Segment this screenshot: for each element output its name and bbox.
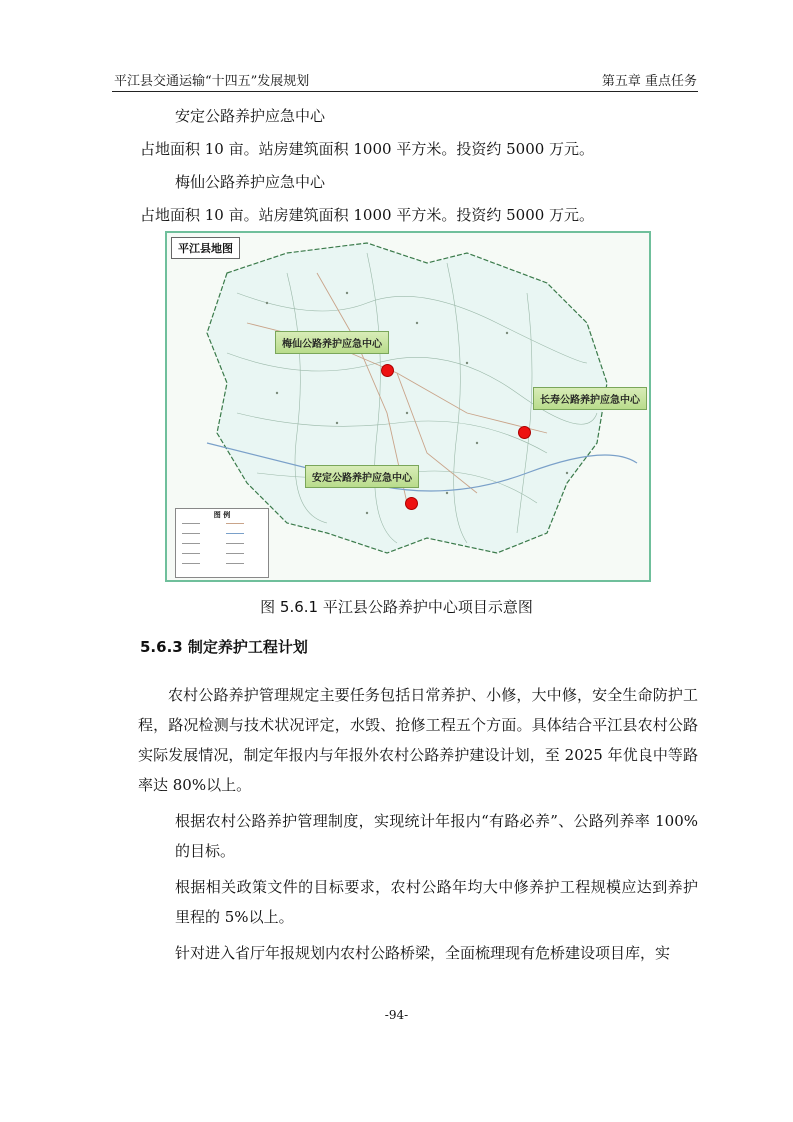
list-item: 针对进入省厅年报规划内农村公路桥梁，全面梳理现有危桥建设项目库，实: [175, 944, 671, 962]
list-item: 根据农村公路养护管理制度，实现统计年报内“有路必养”、公路列养率 100%的目标。: [175, 812, 698, 860]
list-item: 根据相关政策文件的目标要求，农村公路年均大中修养护工程规模应达到养护里程的 5%以上。: [175, 878, 698, 926]
page-number: -94-: [384, 1008, 409, 1022]
map-legend: [175, 508, 269, 578]
header-divider: [112, 91, 698, 92]
anding-center-name: 安定公路养护应急中心: [175, 107, 326, 125]
header-title: 平江县交通运输“十四五”发展规划: [114, 74, 310, 89]
county-map: [165, 231, 651, 582]
map-title: 平江县地图: [171, 237, 240, 259]
meixian-center-detail: 占地面积 10 亩。站房建筑面积 1000 平方米。投资约 5000 万元。: [140, 206, 595, 224]
figure-caption: 图 5.6.1 平江县公路养护中心项目示意图: [260, 598, 533, 616]
legend-title: 图 例: [213, 511, 231, 519]
anding-callout: 安定公路养护应急中心: [305, 465, 419, 488]
changshou-marker: [518, 426, 531, 439]
paragraph-text: 农村公路养护管理规定主要任务包括日常养护、小修，大中修，安全生命防护工程，路况检测与技术状况评定，水毁、抢修工程五个方面。具体结合平江县农村公路实际发展情况，制定年报内与年报外农村公路养护建设计划，至 2025 年优良中等路率达 80%以上。: [138, 686, 698, 794]
anding-marker: [405, 497, 418, 510]
meixian-callout: 梅仙公路养护应急中心: [275, 331, 389, 354]
meixian-center-name: 梅仙公路养护应急中心: [175, 173, 326, 191]
header-chapter: 第五章 重点任务: [601, 74, 697, 89]
section-heading: 5.6.3 制定养护工程计划: [140, 638, 308, 656]
body-paragraph: [138, 680, 698, 800]
changshou-callout: 长寿公路养护应急中心: [533, 387, 647, 410]
anding-center-detail: 占地面积 10 亩。站房建筑面积 1000 平方米。投资约 5000 万元。: [140, 140, 595, 158]
meixian-marker: [381, 364, 394, 377]
